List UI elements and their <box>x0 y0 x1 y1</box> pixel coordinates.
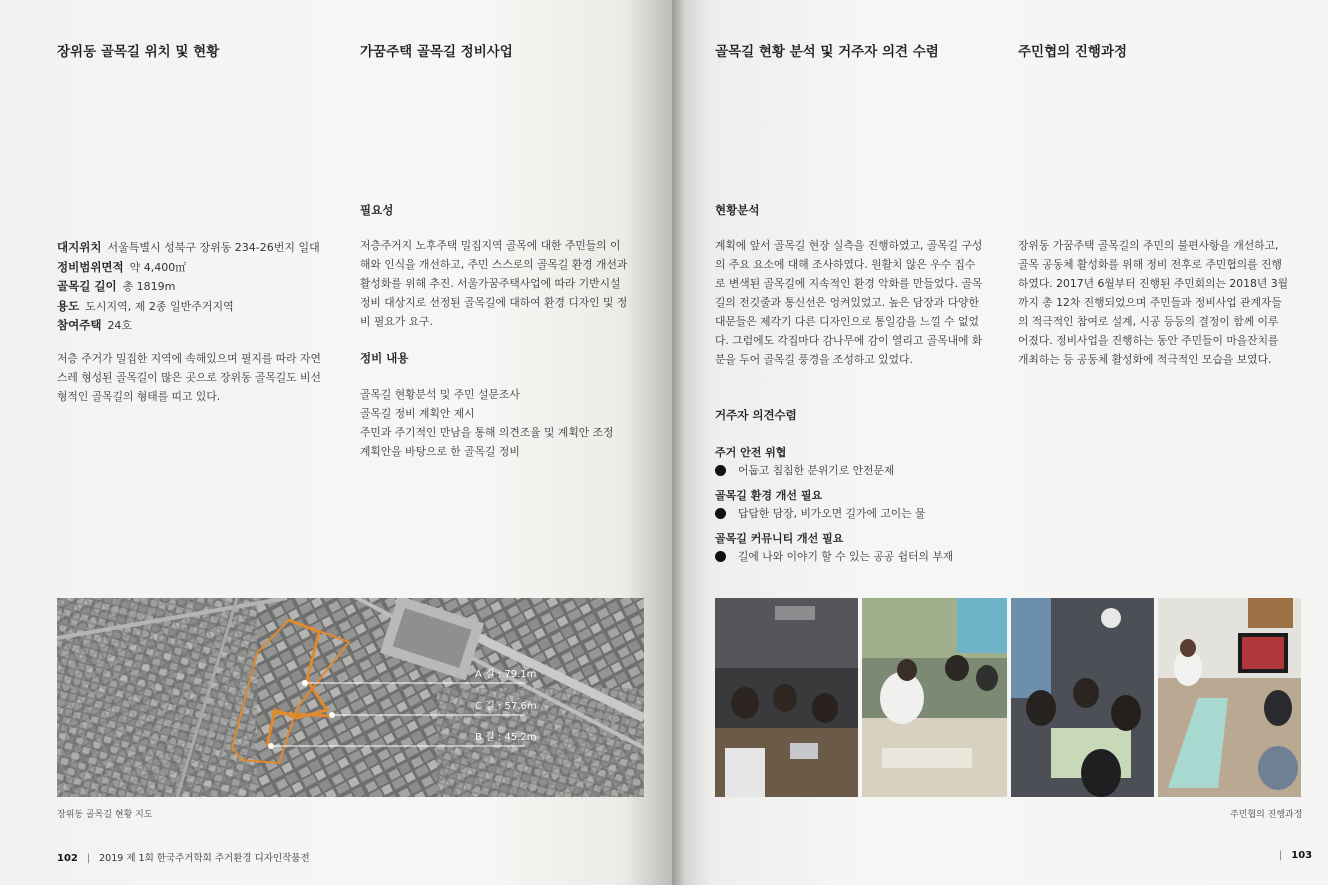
text-line: 로 변색된 골목길에 지속적인 환경 악화를 만들었다. 골목 <box>715 277 983 290</box>
photo-caption: 주민협의 진행과정 <box>1230 810 1303 820</box>
text-line: 다. 그럼에도 각집마다 감나무에 감이 열리고 골목내에 화 <box>715 334 983 347</box>
opinion-bullet <box>715 463 894 478</box>
site-info-row <box>57 277 320 297</box>
site-info-label: 참여주택 <box>57 318 102 332</box>
site-info-label: 골목길 길이 <box>57 279 117 293</box>
opinion-heading: 골목길 커뮤니티 개선 필요 <box>715 532 844 545</box>
text-line: 하였다. 2017년 6월부터 진행된 주민회의는 2018년 3월 <box>1018 277 1289 290</box>
text-line: 의 주요 요소에 대해 조사하였다. 원활치 않은 우수 집수 <box>715 258 976 271</box>
site-info-value: 약 4,400㎡ <box>129 260 187 274</box>
site-info-value: 24호 <box>107 319 133 332</box>
page-number: 102 <box>57 853 78 864</box>
necessity-title: 필요성 <box>360 203 394 217</box>
site-info-label: 대지위치 <box>57 240 102 254</box>
footer-divider: | <box>86 853 91 864</box>
text-line: 해와 인식을 개선하고, 주민 스스로의 골목길 환경 개선과 <box>360 258 628 271</box>
right-col1-title: 골목길 현황 분석 및 거주자 의견 수렴 <box>715 44 939 60</box>
text-line: 정비 대상지로 선정된 골목길에 대하여 환경 디자인 및 정 <box>360 296 628 309</box>
map-caption: 장위동 골목길 현황 지도 <box>57 810 153 820</box>
text-line: 분을 두어 골목길 풍경을 조성하고 있었다. <box>715 353 913 366</box>
site-info-row <box>57 258 320 278</box>
text-line: 골목 공동체 활성화를 위해 정비 전후로 주민협의를 진행 <box>1018 258 1282 271</box>
site-info-row <box>57 238 320 258</box>
content-title: 정비 내용 <box>360 351 409 365</box>
meeting-photo-2 <box>862 598 1007 797</box>
left-col1-title: 장위동 골목길 위치 및 현황 <box>57 44 220 60</box>
left-footer <box>57 850 310 864</box>
bullet-icon <box>715 465 726 476</box>
opinion-bullet <box>715 506 925 521</box>
analysis-title: 현황분석 <box>715 203 760 217</box>
aerial-map <box>57 598 644 797</box>
text-line: 대문들은 제각기 다른 디자인으로 통일감을 느낄 수 없었 <box>715 315 979 328</box>
left-col2-title: 가꿈주택 골목길 정비사업 <box>360 44 513 60</box>
text-line: 스레 형성된 골목길이 많은 곳으로 장위동 골목길도 비선 <box>57 371 321 384</box>
site-info-label: 용도 <box>57 298 80 313</box>
list-item: 골목길 현황분석 및 주민 설문조사 <box>360 388 520 401</box>
text-line: 비 필요가 요구. <box>360 315 433 328</box>
opinion-bullet-text: 어둡고 침침한 분위기로 안전문제 <box>738 464 895 477</box>
text-line: 의 적극적인 참여로 설계, 시공 등등의 결정이 함께 이루 <box>1018 315 1279 328</box>
aerial-map-graphic <box>57 598 644 797</box>
list-item: 계획안을 바탕으로 한 골목길 정비 <box>360 445 520 458</box>
site-info-label: 정비범위면적 <box>57 259 124 274</box>
map-label-b: B 길 : 45.2m <box>475 732 537 743</box>
necessity-text <box>360 236 627 331</box>
opinion-heading: 골목길 환경 개선 필요 <box>715 489 823 502</box>
list-item: 주민과 주기적인 만남을 통해 의견조율 및 계획안 조정 <box>360 426 614 439</box>
meeting-photo-4 <box>1158 598 1301 797</box>
site-info-list <box>57 238 320 336</box>
opinion-title: 거주자 의견수렴 <box>715 408 797 422</box>
text-line: 형적인 골목길의 형태를 띠고 있다. <box>57 390 221 403</box>
site-description <box>57 349 321 406</box>
opinion-bullet-text: 길에 나와 이야기 할 수 있는 공공 쉼터의 부재 <box>738 550 954 563</box>
text-line: 계획에 앞서 골목길 현장 실측을 진행하였고, 골목길 구성 <box>715 239 983 252</box>
opinion-bullet-text: 답답한 담장, 비가오면 길가에 고이는 물 <box>738 507 926 520</box>
site-info-value: 도시지역, 제 2종 일반주거지역 <box>85 299 234 313</box>
footer-divider: | <box>1279 850 1283 861</box>
analysis-text <box>715 236 982 369</box>
right-footer <box>1279 850 1312 861</box>
map-label-a: A 길 : 79.1m <box>475 669 537 680</box>
text-line: 어졌다. 정비사업을 진행하는 동안 주민들이 마을잔치를 <box>1018 334 1279 347</box>
text-line: 장위동 가꿈주택 골목길의 주민의 불편사항을 개선하고, <box>1018 239 1279 252</box>
text-line: 까지 총 12차 진행되었으며 주민들과 정비사업 관계자들 <box>1018 296 1282 309</box>
site-info-value: 총 1819m <box>122 280 176 293</box>
meeting-photo-3 <box>1011 598 1154 797</box>
site-info-value: 서울특별시 성북구 장위동 234-26번지 일대 <box>107 241 320 254</box>
right-page <box>672 0 1328 885</box>
text-line: 저층 주거가 밀집한 지역에 속해있으며 필지를 따라 자연 <box>57 352 321 365</box>
text-line: 저층주거지 노후주택 밀집지역 골목에 대한 주민들의 이 <box>360 239 621 252</box>
meeting-photo-1 <box>715 598 858 797</box>
opinion-bullet <box>715 549 953 564</box>
map-label-c: C 길 : 57.6m <box>475 701 537 712</box>
footer-text: 2019 제 1회 한국주거학회 주거환경 디자인작품전 <box>99 853 310 864</box>
page-number: 103 <box>1291 850 1313 861</box>
process-text <box>1018 236 1288 369</box>
site-info-row <box>57 297 320 317</box>
text-line: 개최하는 등 공동체 활성화에 적극적인 모습을 보였다. <box>1018 353 1272 366</box>
right-col2-title: 주민협의 진행과정 <box>1018 44 1128 60</box>
bullet-icon <box>715 551 726 562</box>
list-item: 골목길 정비 계획안 제시 <box>360 407 475 420</box>
opinion-heading: 주거 안전 위협 <box>715 446 787 459</box>
text-line: 길의 전깃줄과 통신선은 엉켜있었고. 높은 담장과 다양한 <box>715 296 979 309</box>
site-info-row <box>57 316 320 336</box>
content-list <box>360 385 613 461</box>
text-line: 활성화를 위해 추진. 서울가꿈주택사업에 따라 기반시설 <box>360 277 621 290</box>
bullet-icon <box>715 508 726 519</box>
